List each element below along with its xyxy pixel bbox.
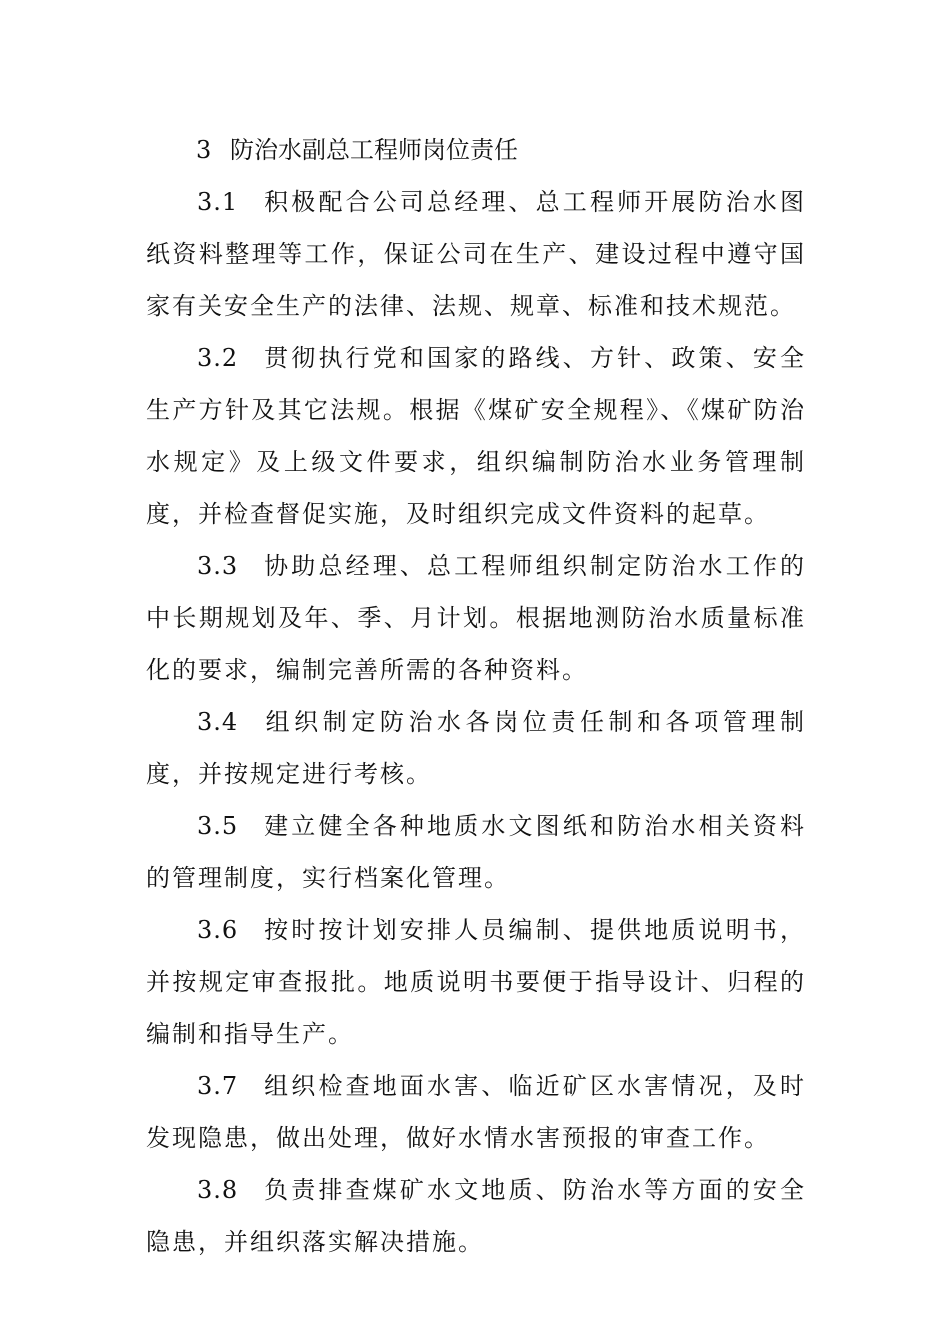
section-heading — [146, 124, 806, 176]
clause-text: 建立健全各种地质水文图纸和防治水相关资料的管理制度，实行档案化管理。 — [146, 812, 806, 892]
clause-number: 3.5 — [197, 812, 239, 840]
clause-number: 3.6 — [197, 916, 239, 944]
clause-3-8 — [146, 1164, 806, 1268]
clause-3-4 — [146, 696, 806, 800]
section-title: 防治水副总工程师岗位责任 — [230, 136, 518, 164]
clause-3-5 — [146, 800, 806, 904]
clause-3-3 — [146, 540, 806, 696]
clause-text: 组织制定防治水各岗位责任制和各项管理制度，并按规定进行考核。 — [146, 708, 806, 788]
clause-number: 3.4 — [197, 708, 239, 736]
clause-number: 3.2 — [197, 344, 239, 372]
clause-3-2 — [146, 332, 806, 540]
clause-number: 3.7 — [197, 1072, 239, 1100]
clause-number: 3.3 — [197, 552, 239, 580]
document-body — [146, 124, 806, 1268]
clause-number: 3.1 — [197, 188, 239, 216]
clause-text: 按时按计划安排人员编制、提供地质说明书，并按规定审查报批。地质说明书要便于指导设计、归程的编制和指导生产。 — [146, 916, 806, 1048]
clause-text: 积极配合公司总经理、总工程师开展防治水图纸资料整理等工作，保证公司在生产、建设过程中遵守国家有关安全生产的法律、法规、规章、标准和技术规范。 — [146, 188, 806, 320]
clause-number: 3.8 — [197, 1176, 239, 1204]
clause-text: 贯彻执行党和国家的路线、方针、政策、安全生产方针及其它法规。根据《煤矿安全规程》、《煤矿防治水规定》及上级文件要求，组织编制防治水业务管理制度，并检查督促实施，及时组织完成文件资料的起草。 — [146, 344, 806, 528]
section-number: 3 — [196, 136, 212, 164]
clause-3-6 — [146, 904, 806, 1060]
clause-text: 协助总经理、总工程师组织制定防治水工作的中长期规划及年、季、月计划。根据地测防治水质量标准化的要求，编制完善所需的各种资料。 — [146, 552, 806, 684]
clause-text: 组织检查地面水害、临近矿区水害情况，及时发现隐患，做出处理，做好水情水害预报的审查工作。 — [146, 1072, 806, 1152]
clause-3-7 — [146, 1060, 806, 1164]
clause-text: 负责排查煤矿水文地质、防治水等方面的安全隐患，并组织落实解决措施。 — [146, 1176, 806, 1256]
clause-3-1 — [146, 176, 806, 332]
